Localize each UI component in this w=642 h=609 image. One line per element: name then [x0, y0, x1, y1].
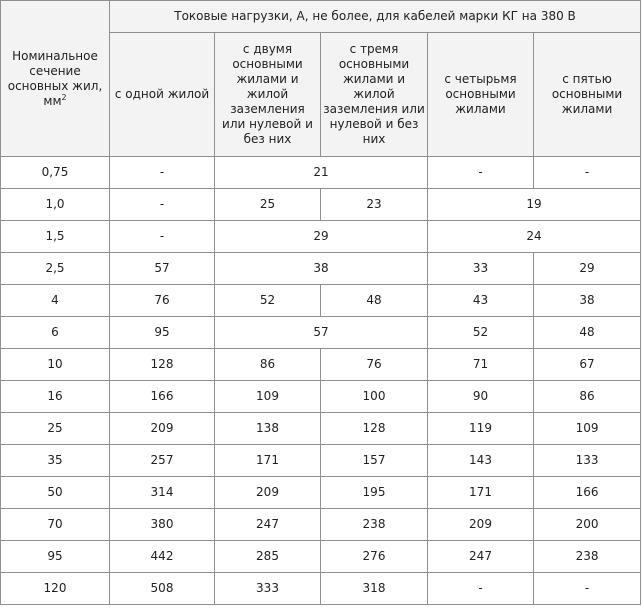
table-row: [1, 285, 641, 317]
value-cell: 209: [428, 509, 534, 541]
header-three-core: с тремя основными жилами и жилой заземления или нулевой и без них: [321, 33, 428, 157]
header-five-core: с пятью основными жилами: [534, 33, 641, 157]
cross-section-cell: 1,5: [1, 221, 110, 253]
value-cell: 33: [428, 253, 534, 285]
value-cell: 380: [110, 509, 215, 541]
value-cell: 143: [428, 445, 534, 477]
cross-section-cell: 0,75: [1, 157, 110, 189]
value-cell: 318: [321, 573, 428, 605]
value-cell: -: [110, 189, 215, 221]
value-cell: 195: [321, 477, 428, 509]
table-row: [1, 573, 641, 605]
cross-section-cell: 50: [1, 477, 110, 509]
value-cell: 119: [428, 413, 534, 445]
value-cell: 138: [215, 413, 321, 445]
value-cell: 508: [110, 573, 215, 605]
cross-section-cell: 35: [1, 445, 110, 477]
value-cell: 166: [534, 477, 641, 509]
header-cross-section: [1, 1, 110, 157]
value-cell: 109: [534, 413, 641, 445]
value-cell: 257: [110, 445, 215, 477]
value-cell: -: [428, 157, 534, 189]
value-cell: -: [428, 573, 534, 605]
table-row: [1, 317, 641, 349]
value-cell: 52: [215, 285, 321, 317]
value-cell: 333: [215, 573, 321, 605]
header-two-core: с двумя основными жилами и жилой заземления или нулевой и без них: [215, 33, 321, 157]
value-cell: 86: [215, 349, 321, 381]
value-cell: 57: [110, 253, 215, 285]
value-cell: -: [110, 157, 215, 189]
cross-section-cell: 16: [1, 381, 110, 413]
cross-section-cell: 10: [1, 349, 110, 381]
value-cell: 21: [215, 157, 428, 189]
value-cell: 314: [110, 477, 215, 509]
value-cell: 238: [534, 541, 641, 573]
value-cell: 209: [215, 477, 321, 509]
header-current-load-group: Токовые нагрузки, А, не более, для кабелей марки КГ на 380 В: [110, 1, 641, 33]
value-cell: -: [534, 157, 641, 189]
value-cell: 247: [428, 541, 534, 573]
table-row: [1, 509, 641, 541]
table-row: [1, 189, 641, 221]
value-cell: 133: [534, 445, 641, 477]
table-row: [1, 477, 641, 509]
value-cell: 100: [321, 381, 428, 413]
value-cell: -: [534, 573, 641, 605]
header-single-core: с одной жилой: [110, 33, 215, 157]
table-row: [1, 541, 641, 573]
cross-section-cell: 70: [1, 509, 110, 541]
value-cell: 29: [534, 253, 641, 285]
value-cell: 285: [215, 541, 321, 573]
cross-section-cell: 2,5: [1, 253, 110, 285]
header-four-core: с четырьмя основными жилами: [428, 33, 534, 157]
header-cross-section-unit-sup: 2: [61, 92, 67, 102]
cross-section-cell: 25: [1, 413, 110, 445]
cross-section-cell: 1,0: [1, 189, 110, 221]
value-cell: 166: [110, 381, 215, 413]
table-row: [1, 413, 641, 445]
value-cell: 128: [110, 349, 215, 381]
value-cell: 247: [215, 509, 321, 541]
value-cell: 171: [428, 477, 534, 509]
value-cell: 76: [321, 349, 428, 381]
value-cell: 52: [428, 317, 534, 349]
table-row: [1, 221, 641, 253]
value-cell: 67: [534, 349, 641, 381]
value-cell: 128: [321, 413, 428, 445]
cross-section-cell: 95: [1, 541, 110, 573]
value-cell: 48: [534, 317, 641, 349]
header-cross-section-label: Номинальное сечение основных жил, мм: [7, 48, 103, 108]
value-cell: 276: [321, 541, 428, 573]
value-cell: 57: [215, 317, 428, 349]
value-cell: 76: [110, 285, 215, 317]
value-cell: 71: [428, 349, 534, 381]
value-cell: 86: [534, 381, 641, 413]
table-row: [1, 349, 641, 381]
value-cell: 19: [428, 189, 641, 221]
value-cell: 29: [215, 221, 428, 253]
cross-section-cell: 6: [1, 317, 110, 349]
value-cell: 25: [215, 189, 321, 221]
value-cell: 157: [321, 445, 428, 477]
table-row: [1, 381, 641, 413]
value-cell: 23: [321, 189, 428, 221]
value-cell: 95: [110, 317, 215, 349]
value-cell: 48: [321, 285, 428, 317]
value-cell: 90: [428, 381, 534, 413]
value-cell: 238: [321, 509, 428, 541]
cross-section-cell: 4: [1, 285, 110, 317]
value-cell: 38: [215, 253, 428, 285]
value-cell: 109: [215, 381, 321, 413]
cross-section-cell: 120: [1, 573, 110, 605]
value-cell: 38: [534, 285, 641, 317]
value-cell: 24: [428, 221, 641, 253]
value-cell: 209: [110, 413, 215, 445]
table-row: [1, 253, 641, 285]
value-cell: 171: [215, 445, 321, 477]
table-row: [1, 445, 641, 477]
value-cell: 200: [534, 509, 641, 541]
value-cell: -: [110, 221, 215, 253]
table-row: [1, 157, 641, 189]
value-cell: 43: [428, 285, 534, 317]
value-cell: 442: [110, 541, 215, 573]
